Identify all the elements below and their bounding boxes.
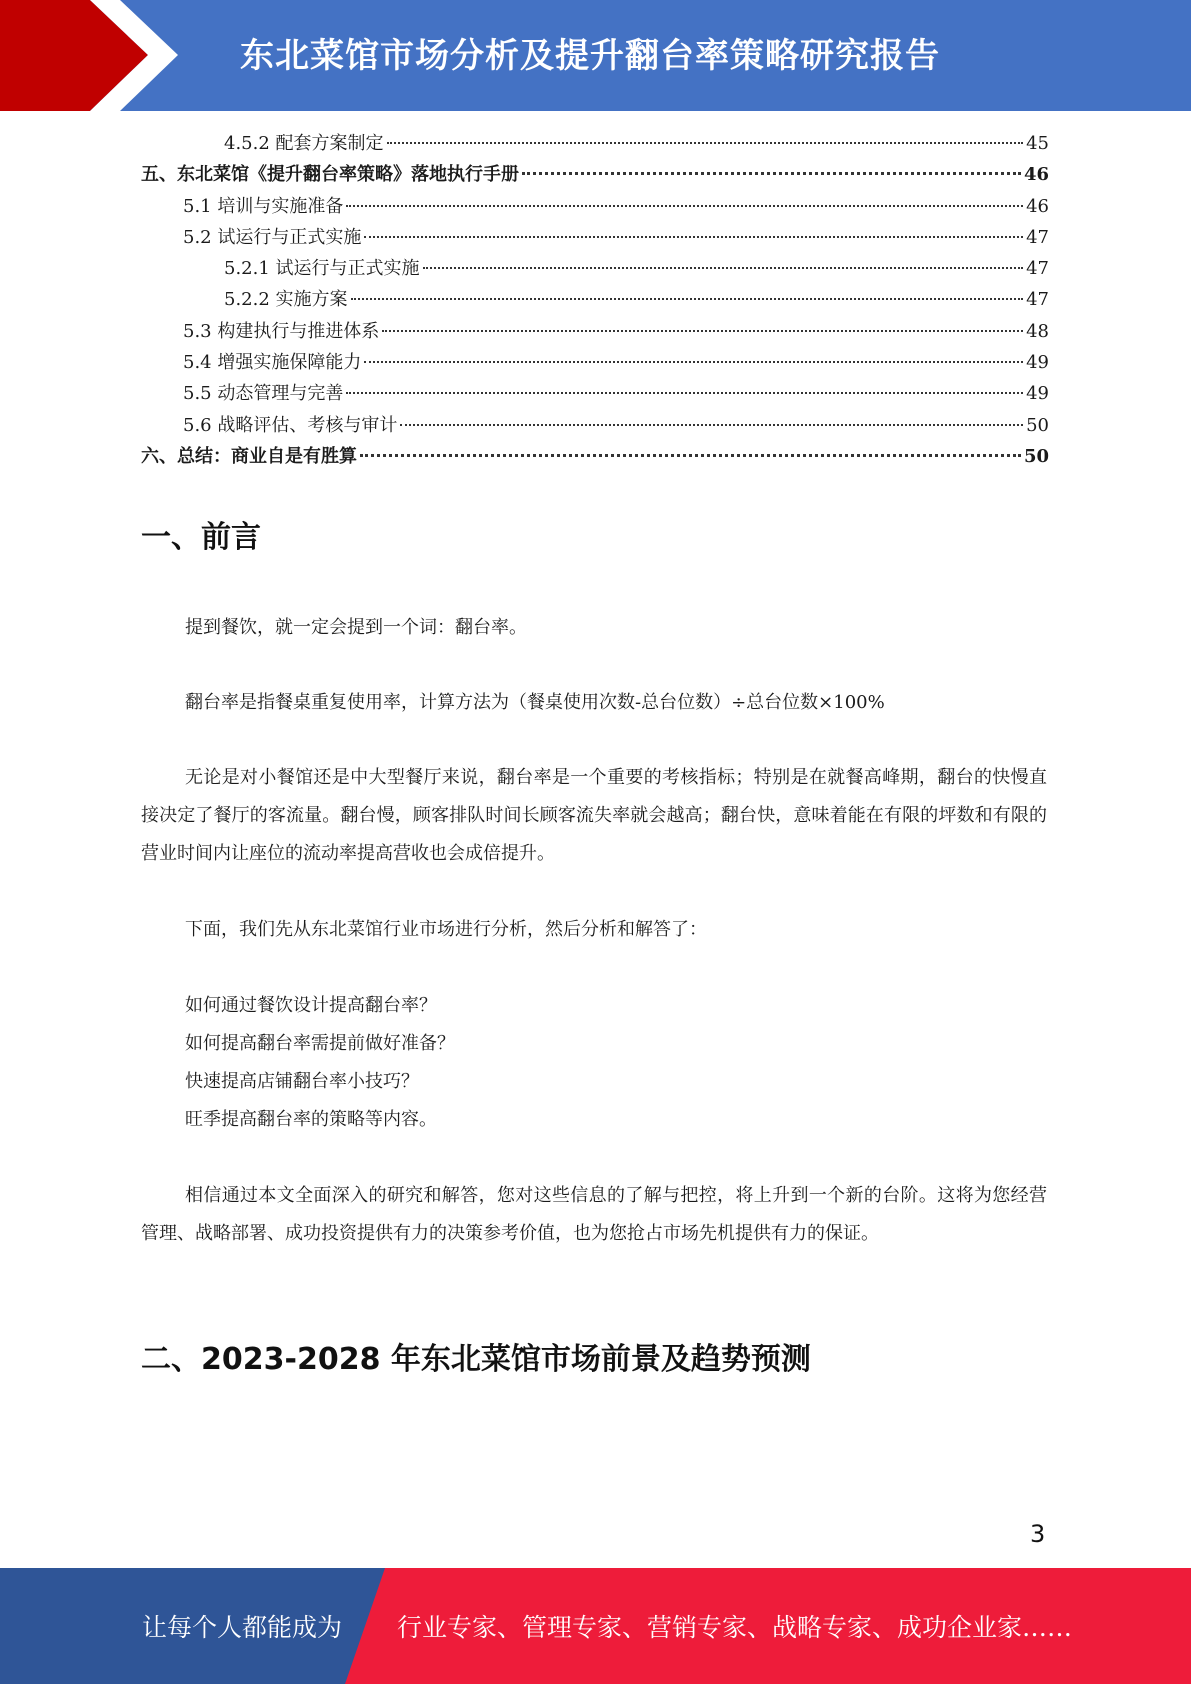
list-item: 快速提高店铺翻台率小技巧？ [185,1071,419,1092]
toc-entry-page: 45 [1026,133,1049,154]
body-paragraph: 相信通过本文全面深入的研究和解答，您对这些信息的了解与把控，将上升到一个新的台阶。这将为您经营管理、战略部署、成功投资提供有力的决策参考价值，也为您抢占市场先机提供有力的保证。 [141,1185,1047,1244]
toc-entry-title: 5.1 培训与实施准备 [183,195,344,217]
toc-entry-page: 50 [1023,445,1049,467]
page-header [0,0,1191,111]
toc-leader-dots [400,424,1023,426]
toc-entry-title: 5.5 动态管理与完善 [183,383,344,405]
toc-entry[interactable] [141,316,1049,347]
toc-leader-dots [351,298,1024,300]
list-item: 如何提高翻台率需提前做好准备？ [185,1033,455,1054]
toc-entry[interactable] [141,253,1049,284]
toc-entry-title: 4.5.2 配套方案制定 [224,133,384,154]
toc-entry-page: 47 [1026,289,1049,311]
toc-entry-title: 5.2 试运行与正式实施 [183,226,362,248]
toc-entry-title: 5.3 构建执行与推进体系 [183,320,380,342]
toc-entry-page: 46 [1023,164,1049,186]
toc-leader-dots [346,205,1023,207]
toc-entry[interactable] [141,222,1049,253]
footer-slogan-left: 让每个人都能成为 [142,1613,343,1642]
question-list [185,987,455,1139]
section-heading-forecast: 二、2023-2028 年东北菜馆市场前景及趋势预测 [141,1342,811,1377]
list-item: 旺季提高翻台率的策略等内容。 [185,1109,437,1130]
toc-leader-dots [346,392,1023,394]
toc-leader-dots [382,330,1023,332]
toc-leader-dots [360,454,1021,457]
toc-entry-page: 47 [1026,258,1049,280]
toc-entry[interactable] [141,191,1049,222]
toc-entry-title: 5.6 战略评估、考核与审计 [183,414,398,436]
body-paragraph: 翻台率是指餐桌重复使用率，计算方法为（餐桌使用次数-总台位数）÷总台位数×100% [185,692,885,713]
footer-slogan-right: 行业专家、管理专家、营销专家、战略专家、成功企业家…… [397,1613,1073,1642]
toc-entry-page: 49 [1026,383,1049,405]
toc-entry-page: 47 [1026,226,1049,248]
section-heading-preface: 一、前言 [141,520,261,555]
toc-entry-page: 48 [1026,320,1049,342]
list-item: 如何通过餐饮设计提高翻台率？ [185,995,437,1016]
page-footer [0,1568,1191,1684]
toc-entry-title: 5.2.2 实施方案 [224,289,348,311]
toc-entry[interactable] [141,410,1049,441]
toc-entry-page: 49 [1026,352,1049,374]
page-number: 3 [1030,1520,1046,1548]
toc-entry-title: 5.4 增强实施保障能力 [183,352,362,374]
toc-entry[interactable] [141,159,1049,190]
report-title: 东北菜馆市场分析及提升翻台率策略研究报告 [240,36,940,76]
toc-leader-dots [387,142,1024,144]
toc-leader-dots [364,236,1023,238]
body-paragraph: 无论是对小餐馆还是中大型餐厅来说，翻台率是一个重要的考核指标；特别是在就餐高峰期，翻台的快慢直接决定了餐厅的客流量。翻台慢，顾客排队时间长顾客流失率就会越高；翻台快，意味着能在有限的坪数和有限的营业时间内让座位的流动率提高营收也会成倍提升。 [141,767,1047,864]
toc-leader-dots [423,267,1024,269]
toc-entry[interactable] [141,441,1049,472]
table-of-contents [141,128,1049,472]
toc-entry-title: 五、东北菜馆《提升翻台率策略》落地执行手册 [141,164,519,186]
toc-entry-title: 5.2.1 试运行与正式实施 [224,258,420,280]
toc-entry-page: 46 [1026,195,1049,217]
toc-leader-dots [364,361,1023,363]
toc-entry[interactable] [141,347,1049,378]
toc-entry[interactable] [141,284,1049,315]
toc-entry-page: 50 [1026,414,1049,436]
toc-leader-dots [522,172,1021,175]
toc-entry-title: 六、总结：商业自是有胜算 [141,445,357,467]
body-paragraph: 下面，我们先从东北菜馆行业市场进行分析，然后分析和解答了： [185,919,707,940]
toc-entry[interactable] [141,378,1049,409]
body-paragraph: 提到餐饮，就一定会提到一个词：翻台率。 [185,617,527,638]
toc-entry[interactable] [141,128,1049,159]
